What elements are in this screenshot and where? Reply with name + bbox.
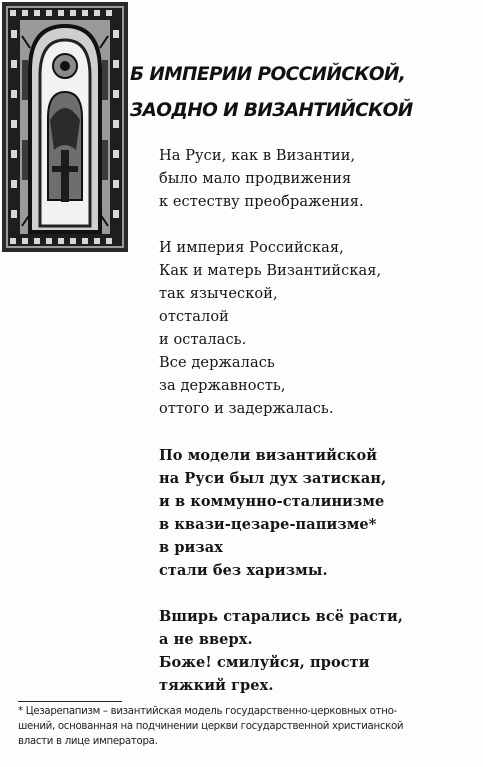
title-line-2: ЗАОДНО И ВИЗАНТИЙСКОЙ — [130, 100, 413, 121]
footnote-line-1: * Цезарепапизм – византийская модель государственно-церковных отно- — [18, 706, 397, 717]
poem-line: И империя Российская, — [159, 240, 344, 256]
poem-line: На Руси, как в Византии, — [159, 148, 356, 164]
byzantine-ornament-icon — [0, 0, 132, 255]
poem-line: за державность, — [159, 378, 286, 394]
page-title — [130, 57, 480, 129]
footnote-line-2: шений, основанная на подчинении церкви государственной христианской — [18, 721, 404, 732]
poem-line: в квази-цезаре-папизме* — [159, 516, 377, 533]
footnote-line-3: власти в лице императора. — [18, 736, 158, 747]
title-line-1: Б ИМПЕРИИ РОССИЙСКОЙ, — [130, 64, 406, 85]
poem-line: было мало продвижения — [159, 171, 352, 187]
poem — [159, 145, 479, 720]
poem-line: так языческой, — [159, 286, 278, 302]
poem-line: и осталась. — [159, 332, 247, 348]
stanza-2 — [159, 237, 479, 421]
poem-line: Боже! смилуйся, прости — [159, 654, 370, 671]
poem-line: оттого и задержалась. — [159, 401, 334, 417]
poem-line: на Руси был дух затискан, — [159, 470, 387, 487]
poem-line: Как и матерь Византийская, — [159, 263, 382, 279]
poem-line: и в коммунно-сталинизме — [159, 493, 385, 510]
poem-line: Вширь старались всё расти, — [159, 608, 403, 625]
stanza-3 — [159, 444, 479, 582]
stanza-1 — [159, 145, 479, 214]
poem-line: По модели византийской — [159, 447, 378, 464]
poem-line: отсталой — [159, 309, 229, 325]
footnote — [18, 704, 478, 749]
stanza-4 — [159, 605, 479, 697]
poem-line: в ризах — [159, 539, 224, 556]
poem-line: а не вверх. — [159, 631, 253, 648]
footnote-divider — [18, 701, 122, 702]
poem-line: Все держалась — [159, 355, 275, 371]
poem-line: стали без харизмы. — [159, 562, 328, 579]
poem-line: к естеству преображения. — [159, 194, 364, 210]
poem-line: тяжкий грех. — [159, 677, 274, 694]
